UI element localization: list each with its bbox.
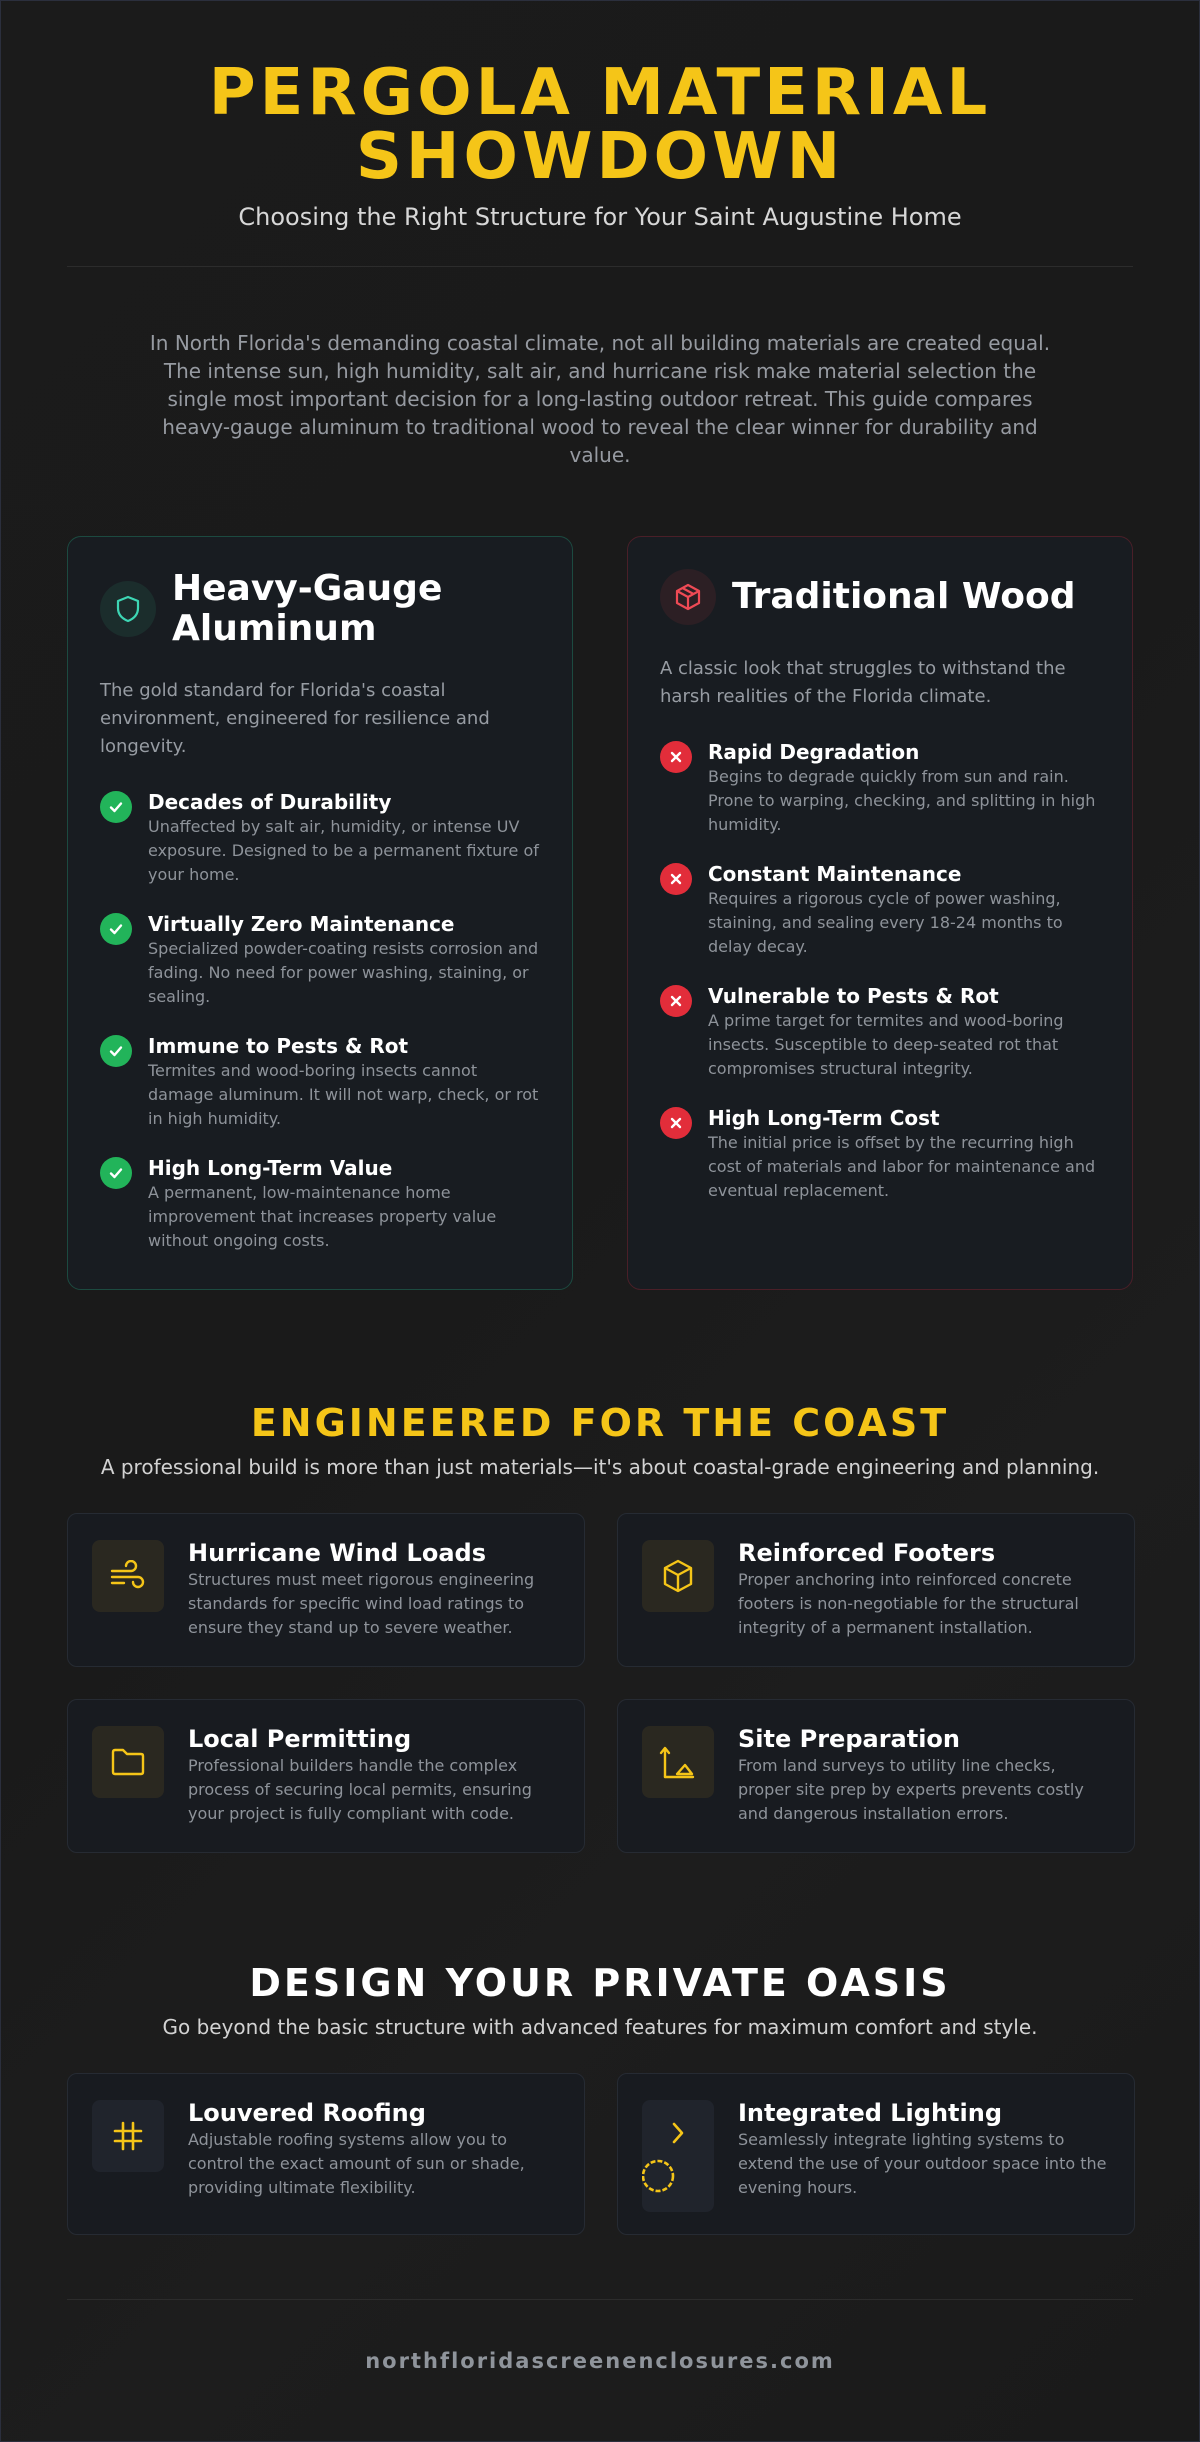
pro-item [100,1155,540,1253]
feature-card-title: Louvered Roofing [188,2099,426,2127]
box-icon [660,569,716,625]
lightbulb-icon [642,2100,714,2212]
wind-icon [92,1540,164,1612]
design-section-subtitle: Go beyond the basic structure with advanced features for maximum comfort and style. [162,2015,1038,2039]
wood-card-header [660,569,1100,625]
check-icon [100,1035,132,1067]
check-icon [100,791,132,823]
title-line-1: PERGOLA MATERIAL [208,56,992,130]
footer-divider [67,2299,1133,2300]
engineering-section-title: ENGINEERED FOR THE COAST [250,1401,950,1445]
feature-card-footers [617,1513,1135,1667]
feature-card-text: Seamlessly integrate lighting systems to extend the use of your outdoor space into the evening hours. [738,2130,1107,2197]
check-icon [100,1157,132,1189]
con-item [660,861,1100,959]
intro-paragraph: In North Florida's demanding coastal climate, not all building materials are created equal. The intense sun, high humidity, salt air, and hurricane risk make material selection the single most important decision for a long-lasting outdoor retreat. This guide compares heavy-gauge aluminum to traditional wood to reveal the clear winner for durability and value. [149,331,1051,467]
pro-item-text: Specialized powder-coating resists corrosion and fading. No need for power washing, staining, or sealing. [148,939,539,1006]
wood-card-title: Traditional Wood [732,576,1076,617]
feature-card-title: Reinforced Footers [738,1539,996,1567]
feature-card-text: Adjustable roofing systems allow you to control the exact amount of sun or shade, providing ultimate flexibility. [188,2130,525,2197]
x-icon [660,1107,692,1139]
feature-card-text: Proper anchoring into reinforced concrete footers is non-negotiable for the structural integrity of a permanent installation. [738,1570,1079,1637]
pro-item-title: Decades of Durability [148,790,392,814]
feature-card-title: Integrated Lighting [738,2099,1003,2127]
con-item-text: Requires a rigorous cycle of power washing, staining, and sealing every 18-24 months to delay decay. [708,889,1063,956]
con-item-text: Begins to degrade quickly from sun and rain. Prone to warping, checking, and splitting in high humidity. [708,767,1096,834]
pro-item-title: High Long-Term Value [148,1156,393,1180]
aluminum-card-title: Heavy-Gauge Aluminum [172,568,443,649]
feature-card-title: Hurricane Wind Loads [188,1539,486,1567]
page-title [67,56,1133,194]
con-item-title: Rapid Degradation [708,740,920,764]
aluminum-card [67,536,573,1290]
feature-card-wind [67,1513,585,1667]
wood-card [627,536,1133,1290]
aluminum-card-description: The gold standard for Florida's coastal environment, engineered for resilience and longevity. [100,680,490,757]
con-item-text: The initial price is offset by the recurring high cost of materials and labor for maintenance and eventual replacement. [708,1133,1096,1200]
pro-item-title: Virtually Zero Maintenance [148,912,455,936]
pro-item-text: Termites and wood-boring insects cannot damage aluminum. It will not warp, check, or rot in high humidity. [148,1061,539,1128]
feature-card-text: Professional builders handle the complex process of securing local permits, ensuring your project is fully compliant with code. [188,1756,532,1823]
pro-item-text: A permanent, low-maintenance home improvement that increases property value without ongoing costs. [148,1183,497,1250]
wood-card-description: A classic look that struggles to withstand the harsh realities of the Florida climate. [660,658,1066,707]
feature-card-site-prep [617,1699,1135,1853]
feature-card-lighting [617,2073,1135,2235]
x-icon [660,985,692,1017]
pro-item-title: Immune to Pests & Rot [148,1034,409,1058]
aluminum-card-header [100,569,540,649]
con-item-title: Vulnerable to Pests & Rot [708,984,999,1008]
engineering-section-subtitle: A professional build is more than just materials—it's about coastal-grade engineering and planning. [100,1455,1100,1479]
con-item [660,983,1100,1081]
con-item-title: Constant Maintenance [708,862,962,886]
pro-item [100,789,540,887]
feature-card-text: From land surveys to utility line checks, proper site prep by experts prevents costly and dangerous installation errors. [738,1756,1084,1823]
footer-website: northfloridascreenenclosures.com [365,2349,835,2373]
con-item-title: High Long-Term Cost [708,1106,940,1130]
feature-card-permitting [67,1699,585,1853]
check-icon [100,913,132,945]
x-icon [660,863,692,895]
feature-card-louvered [67,2073,585,2235]
title-line-2: SHOWDOWN [355,120,845,194]
con-item [660,739,1100,837]
land-plot-icon [642,1726,714,1798]
feature-card-title: Local Permitting [188,1725,412,1753]
page-subtitle: Choosing the Right Structure for Your Saint Augustine Home [238,203,962,231]
feature-card-text: Structures must meet rigorous engineering standards for specific wind load ratings to ensure they stand up to severe weather. [188,1570,535,1637]
con-item-text: A prime target for termites and wood-boring insects. Susceptible to deep-seated rot that compromises structural integrity. [708,1011,1064,1078]
cube-icon [642,1540,714,1612]
con-item [660,1105,1100,1203]
pro-item-text: Unaffected by salt air, humidity, or intense UV exposure. Designed to be a permanent fixture of your home. [148,817,539,884]
feature-card-title: Site Preparation [738,1725,960,1753]
x-icon [660,741,692,773]
pro-item [100,1033,540,1131]
header-divider [67,266,1133,267]
design-section-title: DESIGN YOUR PRIVATE OASIS [249,1961,951,2005]
grid-icon [92,2100,164,2172]
pro-item [100,911,540,1009]
folder-icon [92,1726,164,1798]
shield-icon [100,581,156,637]
